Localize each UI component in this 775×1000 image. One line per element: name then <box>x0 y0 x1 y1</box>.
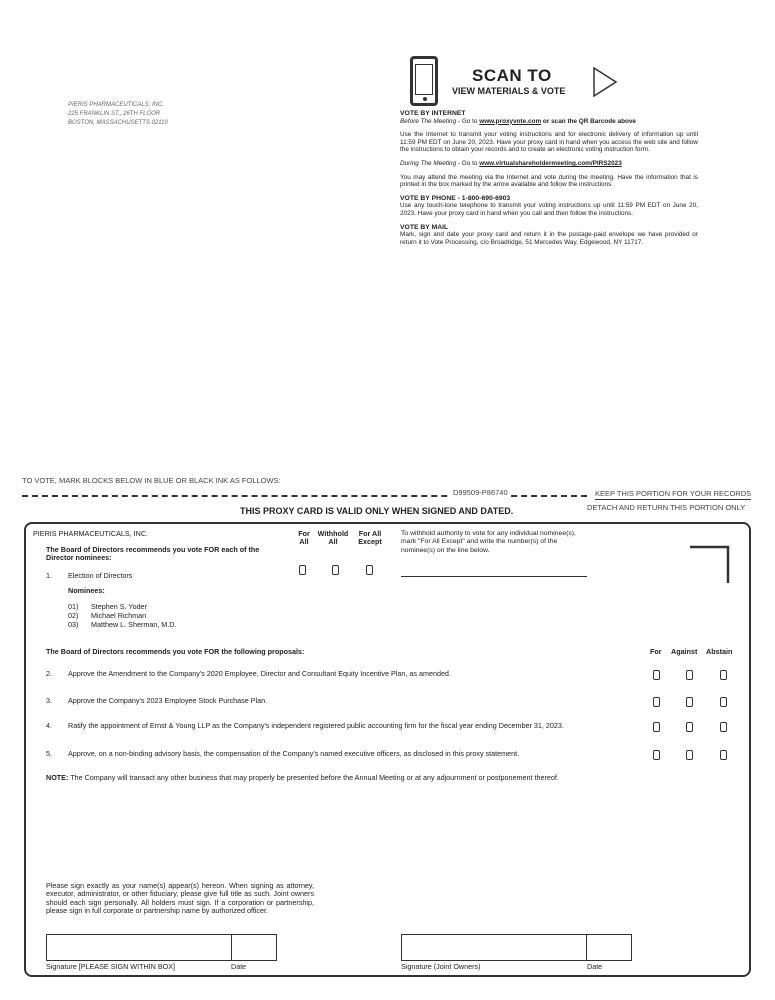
internet-heading: VOTE BY INTERNET <box>400 110 466 117</box>
proposal-number: 2. <box>46 669 52 678</box>
checkbox-for[interactable] <box>653 750 660 760</box>
address-line: BOSTON, MASSACHUSETTS 02110 <box>68 120 168 126</box>
nominee-name: Stephen S. Yoder <box>91 602 147 611</box>
proposal-text: Approve the Amendment to the Company's 2020 Employee, Director and Consultant Equity Incentive Plan, as amended. <box>68 669 451 678</box>
detach-label: DETACH AND RETURN THIS PORTION ONLY <box>587 503 746 512</box>
proposal-text: Approve the Company's 2023 Employee Stock Purchase Plan. <box>68 696 268 705</box>
corner-mark-icon <box>690 545 732 585</box>
nominee-number: 03) <box>68 620 79 629</box>
checkbox-for-all[interactable] <box>299 565 306 575</box>
sign-instructions: Please sign exactly as your name(s) appear(s) hereon. When signing as attorney, executor, administrator, or other fiduciary, please give full title as such. Joint owners should each sign personally. All holders must sign. If a corporation or partnership, please sign in full corporate or partnership name by authorized officer. <box>46 881 314 916</box>
nominee <box>68 611 176 620</box>
date-label: Date <box>231 962 247 971</box>
phone-heading: VOTE BY PHONE - 1-800-690-6903 <box>400 194 511 202</box>
control-number: D99509-P86740 <box>450 488 511 497</box>
col-against: Against <box>671 647 698 656</box>
scan-title: SCAN TO <box>472 66 552 85</box>
nominee-number: 02) <box>68 611 79 620</box>
joint-date-box[interactable] <box>586 934 632 961</box>
keep-label: KEEP THIS PORTION FOR YOUR RECORDS <box>595 489 752 498</box>
note-text: The Company will transact any other business that may properly be presented before the Annual Meeting or at any adjournment or postponement thereof. <box>68 773 559 782</box>
virtual-meeting-link[interactable]: www.virtualshareholdermeeting.com/PIRS2023 <box>479 159 622 167</box>
nominee-list <box>68 602 176 629</box>
signature-box[interactable] <box>46 934 232 961</box>
checkbox-abstain[interactable] <box>720 670 727 680</box>
joint-signature-box[interactable] <box>401 934 587 961</box>
nominee <box>68 620 176 629</box>
checkbox-for[interactable] <box>653 670 660 680</box>
proxyvote-link[interactable]: www.proxyvote.com <box>479 117 542 125</box>
scan-subtitle: VIEW MATERIALS & VOTE <box>452 86 566 96</box>
return-address <box>68 101 168 128</box>
phone-icon <box>410 56 438 106</box>
col-withhold-all: Withhold All <box>317 529 349 547</box>
col-for: For <box>650 647 662 656</box>
valid-notice: THIS PROXY CARD IS VALID ONLY WHEN SIGNED AND DATED. <box>240 506 514 516</box>
item-1-label: Election of Directors <box>68 571 133 580</box>
joint-date-label: Date <box>587 962 603 971</box>
checkbox-abstain[interactable] <box>720 722 727 732</box>
internet-body: Use the Internet to transmit your voting instructions and for electronic delivery of information up until 11:59 PM EDT on June 20, 2023. Have your proxy card in hand when you access the web site and follow the instructions to obtain your records and to create an electronic voting instruction form. <box>400 131 698 154</box>
checkbox-for[interactable] <box>653 697 660 707</box>
text: or scan the QR Barcode above <box>541 117 636 125</box>
checkbox-against[interactable] <box>686 697 693 707</box>
address-line: 225 FRANKLIN ST., 26TH FLOOR <box>68 111 161 117</box>
signature-label: Signature [PLEASE SIGN WITHIN BOX] <box>46 962 176 971</box>
recommendation-2: The Board of Directors recommends you vote FOR the following proposals: <box>46 647 305 656</box>
proposal-number: 3. <box>46 696 52 705</box>
arrow-icon <box>592 66 618 98</box>
note-label: NOTE: <box>46 773 69 782</box>
during-body: You may attend the meeting via the Internet and vote during the meeting. Have the information that is printed in the box marked by the arrow available and follow the instructions. <box>400 173 698 189</box>
nominee-number: 01) <box>68 602 79 611</box>
proposal-number: 4. <box>46 721 52 730</box>
col-for-all: For All <box>298 529 310 547</box>
date-box[interactable] <box>231 934 277 961</box>
mail-heading: VOTE BY MAIL <box>400 223 449 231</box>
col-for-all-except: For All Except <box>358 529 382 547</box>
withhold-text: To withhold authority to vote for any individual nominee(s), mark "For All Except" and write the number(s) of the nominee(s) on the line below. <box>401 530 576 554</box>
checkbox-against[interactable] <box>686 750 693 760</box>
text: - Go to <box>456 117 480 125</box>
checkbox-against[interactable] <box>686 722 693 732</box>
voting-instructions <box>400 110 698 252</box>
col-abstain: Abstain <box>706 647 733 656</box>
checkbox-for[interactable] <box>653 722 660 732</box>
nominees-label: Nominees: <box>68 586 105 595</box>
phone-body: Use any touch-tone telephone to transmit your voting instructions up until 11:59 PM EDT on June 20, 2023. Have your proxy card in hand when you call and then follow the instructions. <box>400 202 698 217</box>
checkbox-abstain[interactable] <box>720 750 727 760</box>
nominee-name: Michael Richman <box>91 611 147 620</box>
company-name: PIERIS PHARMACEUTICALS, INC. <box>33 529 149 538</box>
during-label: During The Meeting <box>400 159 457 167</box>
proposal-text: Ratify the appointment of Ernst & Young LLP as the Company's independent registered public accounting firm for the fiscal year ending December 31, 2023. <box>68 721 564 730</box>
item-number: 1. <box>46 571 52 580</box>
checkbox-withhold-all[interactable] <box>332 565 339 575</box>
address-line: PIERIS PHARMACEUTICALS, INC. <box>68 102 165 108</box>
joint-signature-label: Signature (Joint Owners) <box>401 962 481 971</box>
before-label: Before The Meeting <box>400 117 457 125</box>
proposal-text: Approve, on a non-binding advisory basis, the compensation of the Company's named executive officers, as disclosed in this proxy statement. <box>68 749 520 758</box>
nominee <box>68 602 176 611</box>
proposal-number: 5. <box>46 749 52 758</box>
mark-instructions: TO VOTE, MARK BLOCKS BELOW IN BLUE OR BLACK INK AS FOLLOWS: <box>22 476 281 485</box>
text: - Go to <box>456 159 480 167</box>
nominee-name: Matthew L. Sherman, M.D. <box>91 620 177 629</box>
checkbox-against[interactable] <box>686 670 693 680</box>
checkbox-for-all-except[interactable] <box>366 565 373 575</box>
mail-body: Mark, sign and date your proxy card and return it in the postage-paid envelope we have provided or return it to Vote Processing, c/o Broadridge, 51 Mercedes Way, Edgewood, NY 11717. <box>400 231 698 246</box>
nominee-write-in-line[interactable] <box>401 576 587 577</box>
recommendation-1: The Board of Directors recommends you vote FOR each of the Director nominees: <box>46 545 260 563</box>
checkbox-abstain[interactable] <box>720 697 727 707</box>
note <box>46 774 726 782</box>
